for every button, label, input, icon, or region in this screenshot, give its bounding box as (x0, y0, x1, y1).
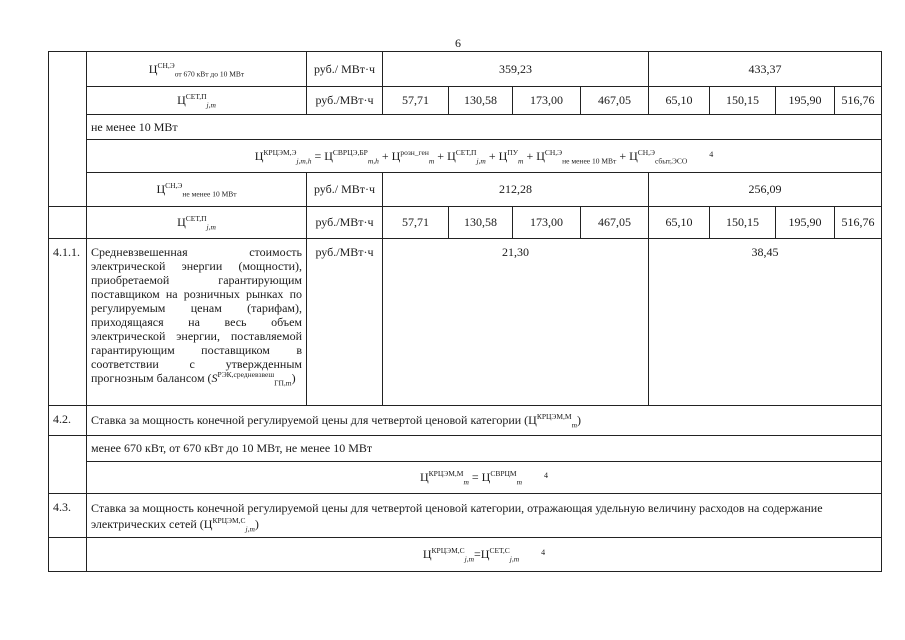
item-number: 4.1.1. (49, 239, 87, 406)
formula-power: $Ц^{КРЦЭМ,М}_m = Ц^{СВРЦМ}_m^4$ (87, 462, 882, 494)
item-description: Средневзвешенная стоимость электрической энергии (мощности), приобретаемой гарантирующим поставщиком на розничных рынках по регулируемым ценам (тарифам), приходящаяся на весь объем электрической энергии, поставляемой гарантирующим поставщиком в соответствии с утвержденным прогнозным балансом $(S^{РЭК,средневзвеш}_{ГП,m})$ (87, 239, 307, 406)
tariff-table (48, 51, 882, 572)
value-cell: 467,05 (581, 87, 649, 115)
blank-number-cell (49, 52, 87, 207)
value-cell: 65,10 (649, 87, 710, 115)
subhead-cell: менее 670 кВт, от 670 кВт до 10 МВт, не менее 10 МВт (87, 436, 882, 462)
value-cell: 150,15 (710, 87, 776, 115)
value-cell: 150,15 (710, 207, 776, 239)
value-right: 433,37 (649, 52, 882, 87)
footnote-marker: 4 (709, 149, 714, 159)
value-cell: 467,05 (581, 207, 649, 239)
item-title: Ставка за мощность конечной регулируемой цены для четвертой ценовой категории, отражающая удельную величину расходов на содержание электрических сетей $(Ц^{КРЦЭМ,С}_{j,m})$ (87, 494, 882, 538)
item-title: Ставка за мощность конечной регулируемой цены для четвертой ценовой категории $(Ц^{КРЦЭМ,М}_m)$ (87, 406, 882, 436)
row-subhead-10 (49, 115, 882, 140)
row-formula-2 (49, 462, 882, 494)
value-cell: 130,58 (449, 87, 513, 115)
row-4-1-1 (49, 239, 882, 406)
value-cell: 65,10 (649, 207, 710, 239)
blank-number-cell (49, 538, 87, 572)
unit-cell: руб./ МВт·ч (307, 173, 383, 207)
symbol-set-p: $Ц^{СЕТ,П}_{j,m}$ (87, 207, 307, 239)
row-cn-670-10 (49, 52, 882, 87)
value-cell: 57,71 (383, 207, 449, 239)
value-right: 38,45 (649, 239, 882, 406)
unit-cell: руб./ МВт·ч (307, 52, 383, 87)
value-cell: 173,00 (513, 87, 581, 115)
item-number: 4.2. (49, 406, 87, 436)
value-cell: 516,76 (835, 207, 882, 239)
row-cn-10 (49, 173, 882, 207)
value-cell: 173,00 (513, 207, 581, 239)
row-formula-3 (49, 538, 882, 572)
row-formula-1 (49, 140, 882, 173)
value-left: 359,23 (383, 52, 649, 87)
unit-cell: руб./МВт·ч (307, 239, 383, 406)
blank-number-cell (49, 436, 87, 494)
footnote-marker: 4 (541, 548, 546, 557)
subhead-cell: не менее 10 МВт (87, 115, 882, 140)
symbol-cn-670-10: $Ц^{СН,Э}_{от 670 кВт до 10 МВт}$ (87, 52, 307, 87)
value-cell: 195,90 (776, 207, 835, 239)
value-cell: 130,58 (449, 207, 513, 239)
unit-cell: руб./МВт·ч (307, 207, 383, 239)
value-left: 212,28 (383, 173, 649, 207)
formula-energy: $Ц^{КРЦЭМ,Э}_{j,m,h} = Ц^{СВРЦЭ,БР}_{m,h} + Ц^{розн\_ген}_m + Ц^{СЕТ,П}_{j,m} + Ц^{ПУ}_m + Ц^{СН,Э}_{не менее 10 МВт} + Ц^{СН,Э}_{сбыт,ЭСО}^4$ (87, 140, 882, 173)
unit-cell: руб./МВт·ч (307, 87, 383, 115)
footnote-marker: 4 (544, 471, 548, 480)
row-4-2-subhead (49, 436, 882, 462)
value-cell: 516,76 (835, 87, 882, 115)
symbol-set-p: $Ц^{СЕТ,П}_{j,m}$ (87, 87, 307, 115)
symbol-cn-10: $Ц^{СН,Э}_{не менее 10 МВт}$ (87, 173, 307, 207)
value-cell: 57,71 (383, 87, 449, 115)
row-set-p-2 (49, 207, 882, 239)
item-number: 4.3. (49, 494, 87, 538)
row-4-2 (49, 406, 882, 436)
formula-network: $Ц^{КРЦЭМ,С}_{j,m}=Ц^{СЕТ,С}_{j,m}^4$ (87, 538, 882, 572)
blank-number-cell (49, 207, 87, 239)
row-set-p-1 (49, 87, 882, 115)
value-cell: 195,90 (776, 87, 835, 115)
value-left: 21,30 (383, 239, 649, 406)
row-4-3 (49, 494, 882, 538)
value-right: 256,09 (649, 173, 882, 207)
page-number: 6 (455, 36, 461, 50)
